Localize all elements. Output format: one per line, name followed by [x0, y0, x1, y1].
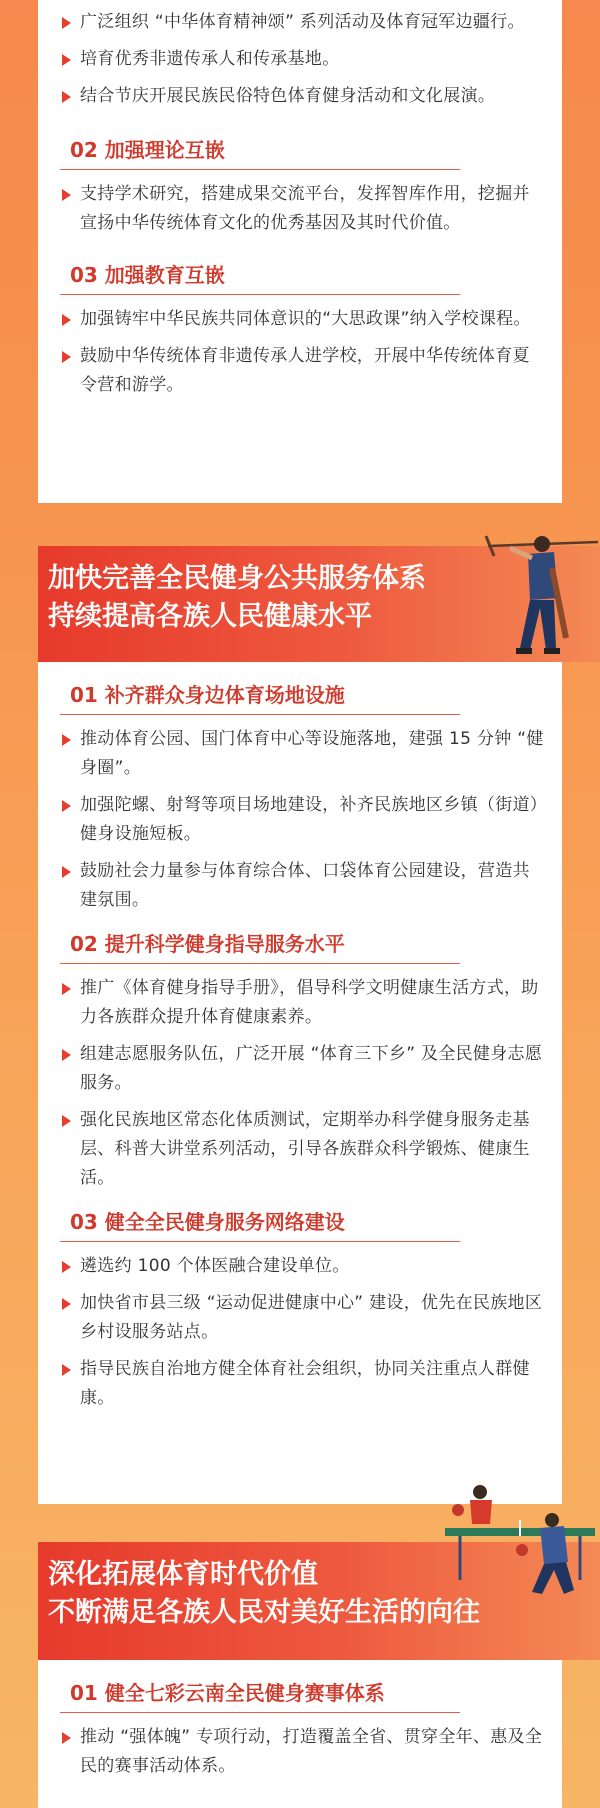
list-item: 推动 “强体魄” 专项行动，打造覆盖全省、贯穿全年、惠及全民的赛事活动体系。 [60, 1723, 546, 1781]
section-subheading: 01 补齐群众身边体育场地设施 [60, 680, 460, 715]
list-item: 加强陀螺、射弩等项目场地建设，补齐民族地区乡镇（街道）健身设施短板。 [60, 791, 546, 849]
section-subheading: 02 加强理论互嵌 [60, 135, 460, 170]
content-card-2 [38, 662, 562, 1504]
banner-title-line: 深化拓展体育时代价值 [48, 1559, 318, 1590]
table-tennis-illustration [440, 1480, 598, 1600]
banner-title-line: 不断满足各族人民对美好生活的向往 [48, 1597, 480, 1628]
list-item: 支持学术研究，搭建成果交流平台，发挥智库作用，挖掘并宣扬中华传统体育文化的优秀基因及其时代价值。 [60, 180, 546, 238]
list-item: 鼓励社会力量参与体育综合体、口袋体育公园建设，营造共建氛围。 [60, 857, 546, 915]
list-item: 结合节庆开展民族民俗特色体育健身活动和文化展演。 [60, 82, 546, 111]
section-subheading: 02 提升科学健身指导服务水平 [60, 929, 460, 964]
list-item: 组建志愿服务队伍，广泛开展 “体育三下乡” 及全民健身志愿服务。 [60, 1040, 546, 1098]
archer-illustration [480, 528, 600, 678]
list-item: 指导民族自治地方健全体育社会组织，协同关注重点人群健康。 [60, 1355, 546, 1413]
list-item: 加强铸牢中华民族共同体意识的“大思政课”纳入学校课程。 [60, 305, 546, 334]
section-subheading: 01 健全七彩云南全民健身赛事体系 [60, 1678, 460, 1713]
list-item: 推动体育公园、国门体育中心等设施落地，建强 15 分钟 “健身圈”。 [60, 725, 546, 783]
banner-title-line: 加快完善全民健身公共服务体系 [48, 563, 426, 594]
list-item: 加快省市县三级 “运动促进健康中心” 建设，优先在民族地区乡村设服务站点。 [60, 1289, 546, 1347]
list-a [60, 8, 546, 111]
list-item: 培育优秀非遗传承人和传承基地。 [60, 45, 546, 74]
section-subheading: 03 健全全民健身服务网络建设 [60, 1207, 460, 1242]
list-item: 广泛组织 “中华体育精神颂” 系列活动及体育冠军边疆行。 [60, 8, 546, 37]
list-item: 遴选约 100 个体医融合建设单位。 [60, 1252, 546, 1281]
banner-title-line: 持续提高各族人民健康水平 [48, 601, 372, 632]
list-item: 鼓励中华传统体育非遗传承人进学校，开展中华传统体育夏令营和游学。 [60, 342, 546, 400]
content-card-1 [38, 0, 562, 503]
list-item: 强化民族地区常态化体质测试，定期举办科学健身服务走基层、科普大讲堂系列活动，引导各族群众科学锻炼、健康生活。 [60, 1106, 546, 1193]
section-subheading: 03 加强教育互嵌 [60, 260, 460, 295]
list-item: 推广《体育健身指导手册》，倡导科学文明健康生活方式，助力各族群众提升体育健康素养。 [60, 974, 546, 1032]
content-card-3 [38, 1660, 562, 1808]
